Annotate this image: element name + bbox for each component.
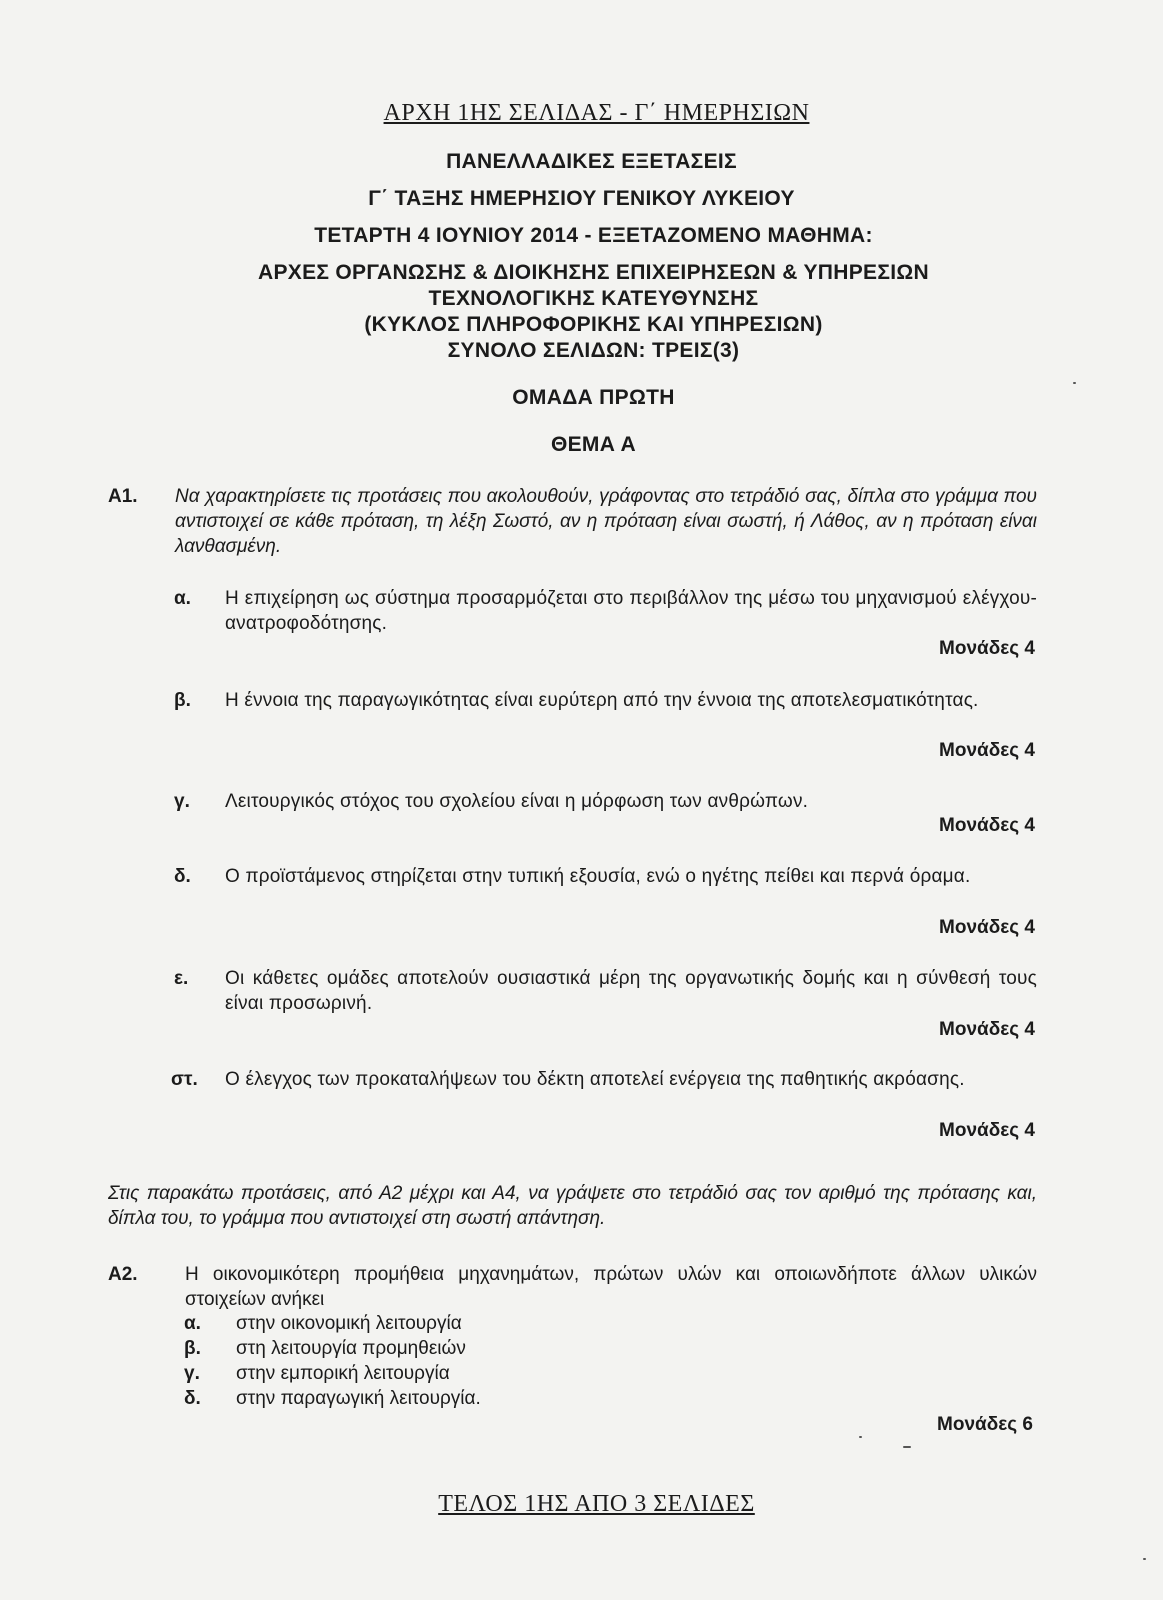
item-text: Η επιχείρηση ως σύστημα προσαρμόζεται στο περιβάλλον της μέσω του μηχανισμού ελέγχου-ανατροφοδότησης. (225, 588, 1037, 634)
points: Μονάδες 4 (939, 1019, 1035, 1040)
option-label: δ. (184, 1388, 201, 1409)
subject-direction: ΤΕΧΝΟΛΟΓΙΚΗΣ ΚΑΤΕΥΘΥΝΣΗΣ (428, 287, 759, 310)
item-text: Λειτουργικός στόχος του σχολείου είναι η μόρφωση των ανθρώπων. (225, 791, 809, 812)
option-text: στην οικονομική λειτουργία (236, 1313, 462, 1334)
scan-speck (859, 1436, 862, 1438)
group-title: ΟΜΑΔΑ ΠΡΩΤΗ (512, 386, 675, 409)
option-text: στην παραγωγική λειτουργία. (236, 1388, 481, 1409)
scan-speck (1073, 382, 1076, 384)
subject-name: ΑΡΧΕΣ ΟΡΓΑΝΩΣΗΣ & ΔΙΟΙΚΗΣΗΣ ΕΠΙΧΕΙΡΗΣΕΩΝ & ΥΠΗΡΕΣΙΩΝ (257, 261, 929, 284)
option-label: γ. (184, 1363, 200, 1384)
subject-cycle: (ΚΥΚΛΟΣ ΠΛΗΡΟΦΟΡΙΚΗΣ ΚΑΙ ΥΠΗΡΕΣΙΩΝ) (364, 313, 823, 336)
total-pages: ΣΥΝΟΛΟ ΣΕΛΙΔΩΝ: ΤΡΕΙΣ(3) (447, 339, 740, 362)
item-label: στ. (171, 1069, 198, 1090)
item-text: Η έννοια της παραγωγικότητας είναι ευρύτερη από την έννοια της αποτελεσματικότητας. (225, 690, 979, 711)
item-label: δ. (174, 866, 191, 887)
page-footer: ΤΕΛΟΣ 1ΗΣ ΑΠΟ 3 ΣΕΛΙΔΕΣ (438, 1491, 755, 1517)
option-text: στη λειτουργία προμηθειών (236, 1338, 466, 1359)
exam-class: Γ΄ ΤΑΞΗΣ ΗΜΕΡΗΣΙΟΥ ΓΕΝΙΚΟΥ ΛΥΚΕΙΟΥ (368, 187, 795, 210)
scan-speck (1143, 1558, 1146, 1560)
item-label: γ. (174, 791, 190, 812)
points: Μονάδες 6 (937, 1414, 1033, 1435)
exam-title: ΠΑΝΕΛΛΑΔΙΚΕΣ ΕΞΕΤΑΣΕΙΣ (446, 150, 737, 173)
scan-speck (903, 1446, 911, 1448)
points: Μονάδες 4 (939, 815, 1035, 836)
item-text: Ο προϊστάμενος στηρίζεται στην τυπική εξουσία, ενώ ο ηγέτης πείθει και περνά όραμα. (225, 866, 971, 887)
item-text: Οι κάθετες ομάδες αποτελούν ουσιαστικά μέρη της οργανωτικής δομής και η σύνθεσή τους είναι προσωρινή. (225, 968, 1037, 1014)
question-a1-instruction: Να χαρακτηρίσετε τις προτάσεις που ακολουθούν, γράφοντας στο τετράδιό σας, δίπλα στο γράμμα που αντιστοιχεί σε κάθε πρόταση, τη λέξη Σωστό, αν η πρόταση είναι σωστή, ή Λάθος, αν η πρόταση είναι λανθασμένη. (175, 486, 1037, 557)
item-text: Ο έλεγχος των προκαταλήψεων του δέκτη αποτελεί ενέργεια της παθητικής ακρόασης. (225, 1069, 965, 1090)
item-label: α. (174, 588, 191, 609)
item-label: β. (174, 690, 191, 711)
points: Μονάδες 4 (939, 638, 1035, 659)
question-label-a2: Α2. (108, 1264, 138, 1285)
option-label: β. (184, 1338, 201, 1359)
instruction-a2-a4: Στις παρακάτω προτάσεις, από Α2 μέχρι και Α4, να γράψετε στο τετράδιό σας τον αριθμό της πρότασης και, δίπλα του, το γράμμα που αντιστοιχεί στη σωστή απάντηση. (108, 1183, 1037, 1229)
page-header: ΑΡΧΗ 1ΗΣ ΣΕΛΙΔΑΣ - Γ΄ ΗΜΕΡΗΣΙΩΝ (383, 100, 810, 126)
question-label-a1: Α1. (108, 486, 138, 507)
option-label: α. (184, 1313, 201, 1334)
points: Μονάδες 4 (939, 917, 1035, 938)
option-text: στην εμπορική λειτουργία (236, 1363, 450, 1384)
points: Μονάδες 4 (939, 1120, 1035, 1141)
exam-date-subject-label: ΤΕΤΑΡΤΗ 4 ΙΟΥΝΙΟΥ 2014 - ΕΞΕΤΑΖΟΜΕΝΟ ΜΑΘΗΜΑ: (314, 224, 873, 247)
theme-title: ΘΕΜΑ Α (550, 433, 637, 456)
item-label: ε. (174, 968, 189, 989)
question-a2-text: Η οικονομικότερη προμήθεια μηχανημάτων, πρώτων υλών και οποιωνδήποτε άλλων υλικών στοιχείων ανήκει (185, 1264, 1037, 1310)
points: Μονάδες 4 (939, 740, 1035, 761)
